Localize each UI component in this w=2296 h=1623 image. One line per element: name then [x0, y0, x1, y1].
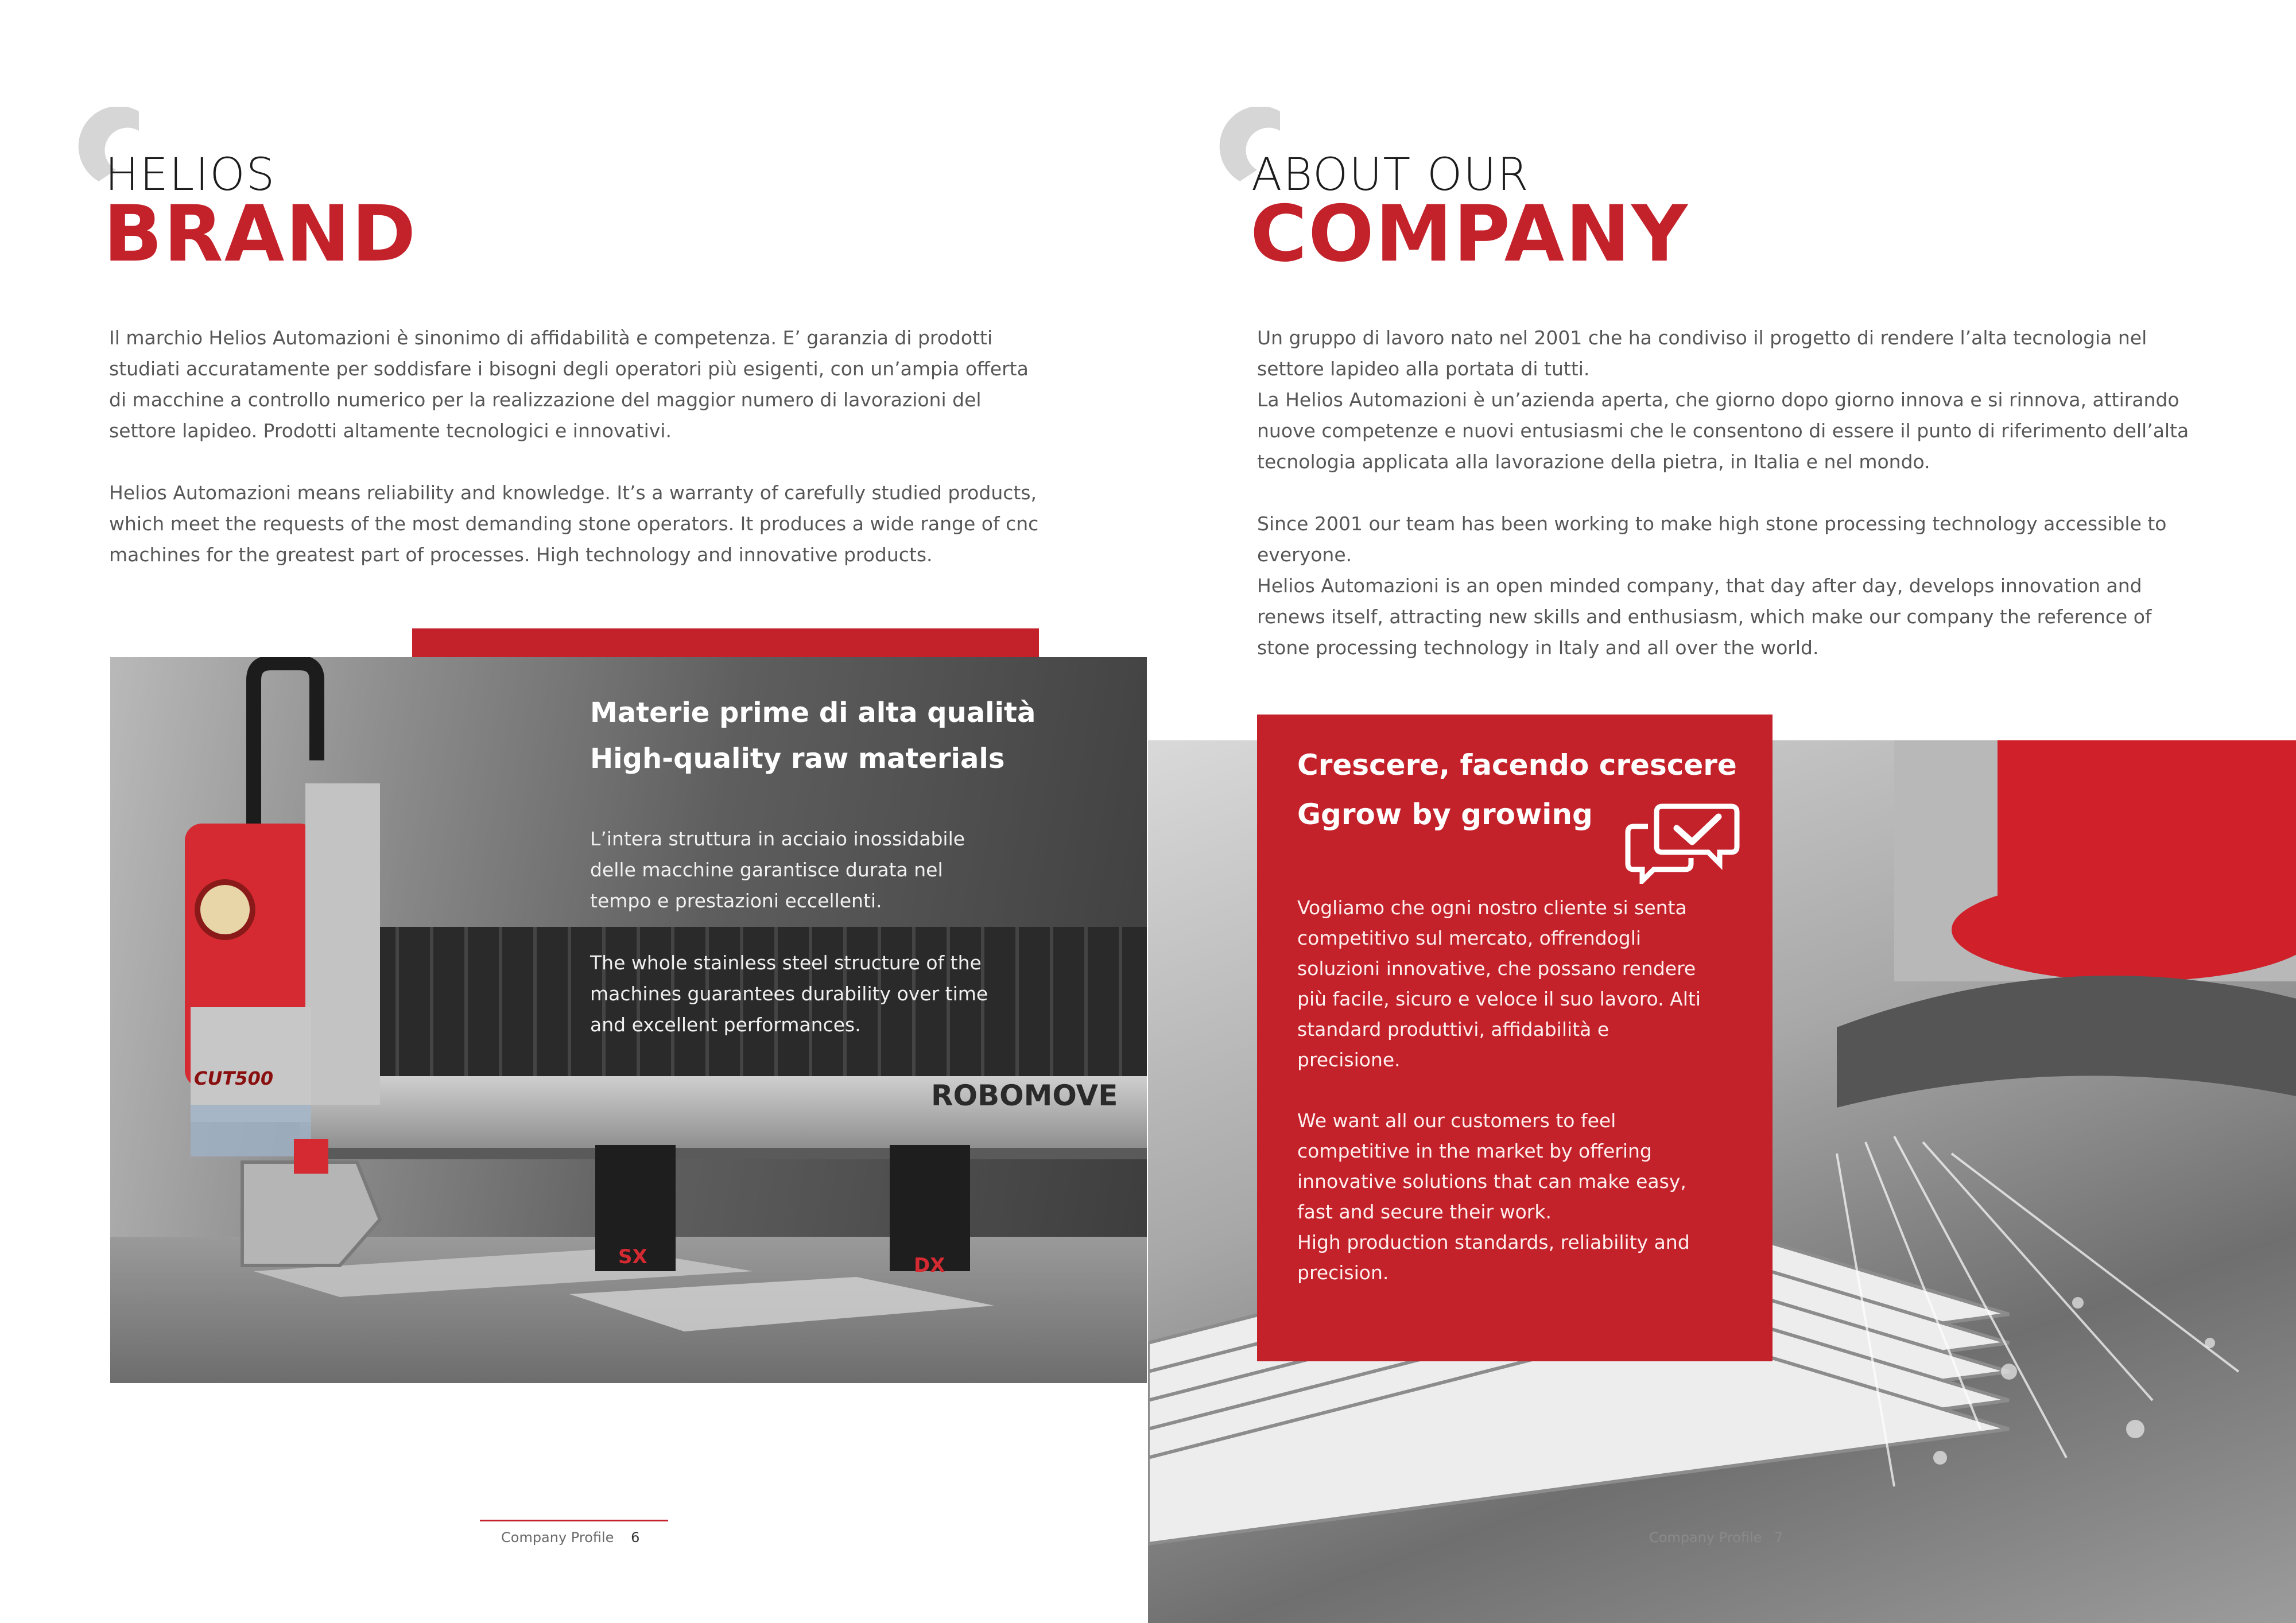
footer-left [501, 1529, 639, 1546]
photo-titles [590, 690, 1095, 782]
card-text-en [1297, 1105, 1711, 1288]
company-heading-small: ABOUT OUR [1251, 149, 1530, 201]
card-title-it: Crescere, facendo crescere [1297, 748, 1737, 782]
card-text-en-2: High production standards, reliability and precision. [1297, 1231, 1690, 1284]
machine-model-label: CUT500 [194, 1067, 274, 1089]
brand-intro [109, 323, 1050, 570]
photo-text-en: The whole stainless steel structure of the machines guarantees durability over time and excellent performances. [590, 952, 988, 1036]
photo-title-en: High-quality raw materials [590, 743, 1005, 775]
card-text [1297, 892, 1711, 1318]
photo-text [590, 824, 1003, 1071]
brand-heading-big: BRAND [103, 189, 417, 279]
company-intro-it-1: Un gruppo di lavoro nato nel 2001 che ha condiviso il progetto di rendere l’alta tecnologia nel settore lapideo alla portata di tutti. [1257, 327, 2147, 380]
side-right-label: DX [914, 1254, 945, 1277]
machine-brand-label: ROBOMOVE [931, 1079, 1118, 1112]
page-number: 6 [631, 1529, 640, 1546]
footer-label: Company Profile [501, 1529, 614, 1546]
chat-check-icon [1622, 801, 1743, 884]
company-intro-en-2: Helios Automazioni is an open minded company, that day after day, develops innovation and renews itself, attracting new skills and enthusiasm, which make our company the reference of stone processing technology in Italy and all over the world. [1257, 574, 2152, 659]
brand-intro-en: Helios Automazioni means reliability and knowledge. It’s a warranty of carefully studied products, which meet the requests of the most demanding stone operators. It produces a wide range of cnc machines for the greatest part of processes. High technology and innovative products. [109, 482, 1039, 566]
brand-intro-it: Il marchio Helios Automazioni è sinonimo di affidabilità e competenza. E’ garanzia di prodotti studiati accuratamente per soddisfare i bisogni degli operatori più esigenti, con un’ampia offerta di macchine a controllo numerico per la realizzazione del maggior numero di lavorazioni del settore lapideo. Prodotti altamente tecnologici e innovativi. [109, 327, 1029, 442]
company-intro [1257, 323, 2204, 663]
company-intro-it [1257, 323, 2204, 477]
company-intro-en-1: Since 2001 our team has been working to make high stone processing technology accessible to everyone. [1257, 512, 2167, 566]
card-text-en-1: We want all our customers to feel competitive in the market by offering innovative solutions that can make easy, fast and secure their work. [1297, 1109, 1686, 1223]
footer-rule-left [480, 1520, 668, 1521]
card-text-it: Vogliamo che ogni nostro cliente si senta competitivo sul mercato, offrendogli soluzioni innovative, che possano rendere più facile, sicuro e veloce il suo lavoro. Alti standard produttivi, affidabilità e precisione. [1297, 896, 1701, 1071]
accent-bar [412, 628, 1039, 658]
company-intro-en [1257, 508, 2204, 663]
footer-label: Company Profile [1649, 1529, 1762, 1546]
footer-right [1649, 1529, 1783, 1546]
side-left-label: SX [618, 1245, 647, 1268]
photo-text-it: L’intera struttura in acciaio inossidabile delle macchine garantisce durata nel tempo e prestazioni eccellenti. [590, 828, 965, 912]
card-title-en: Ggrow by growing [1297, 798, 1593, 831]
company-intro-it-2: La Helios Automazioni è un’azienda aperta, che giorno dopo giorno innova e si rinnova, attirando nuove competenze e nuovi entusiasmi che le consentono di essere il punto di riferimento dell’alta tecnologia applicata alla lavorazione della pietra, in Italia e nel mondo. [1257, 389, 2189, 473]
machine-photo [110, 657, 1147, 1383]
page-number: 7 [1774, 1529, 1783, 1546]
values-card [1257, 715, 1773, 1361]
photo-title-it: Materie prime di alta qualità [590, 697, 1036, 729]
brand-heading-small: HELIOS [105, 149, 276, 201]
company-heading-big: COMPANY [1250, 189, 1689, 279]
